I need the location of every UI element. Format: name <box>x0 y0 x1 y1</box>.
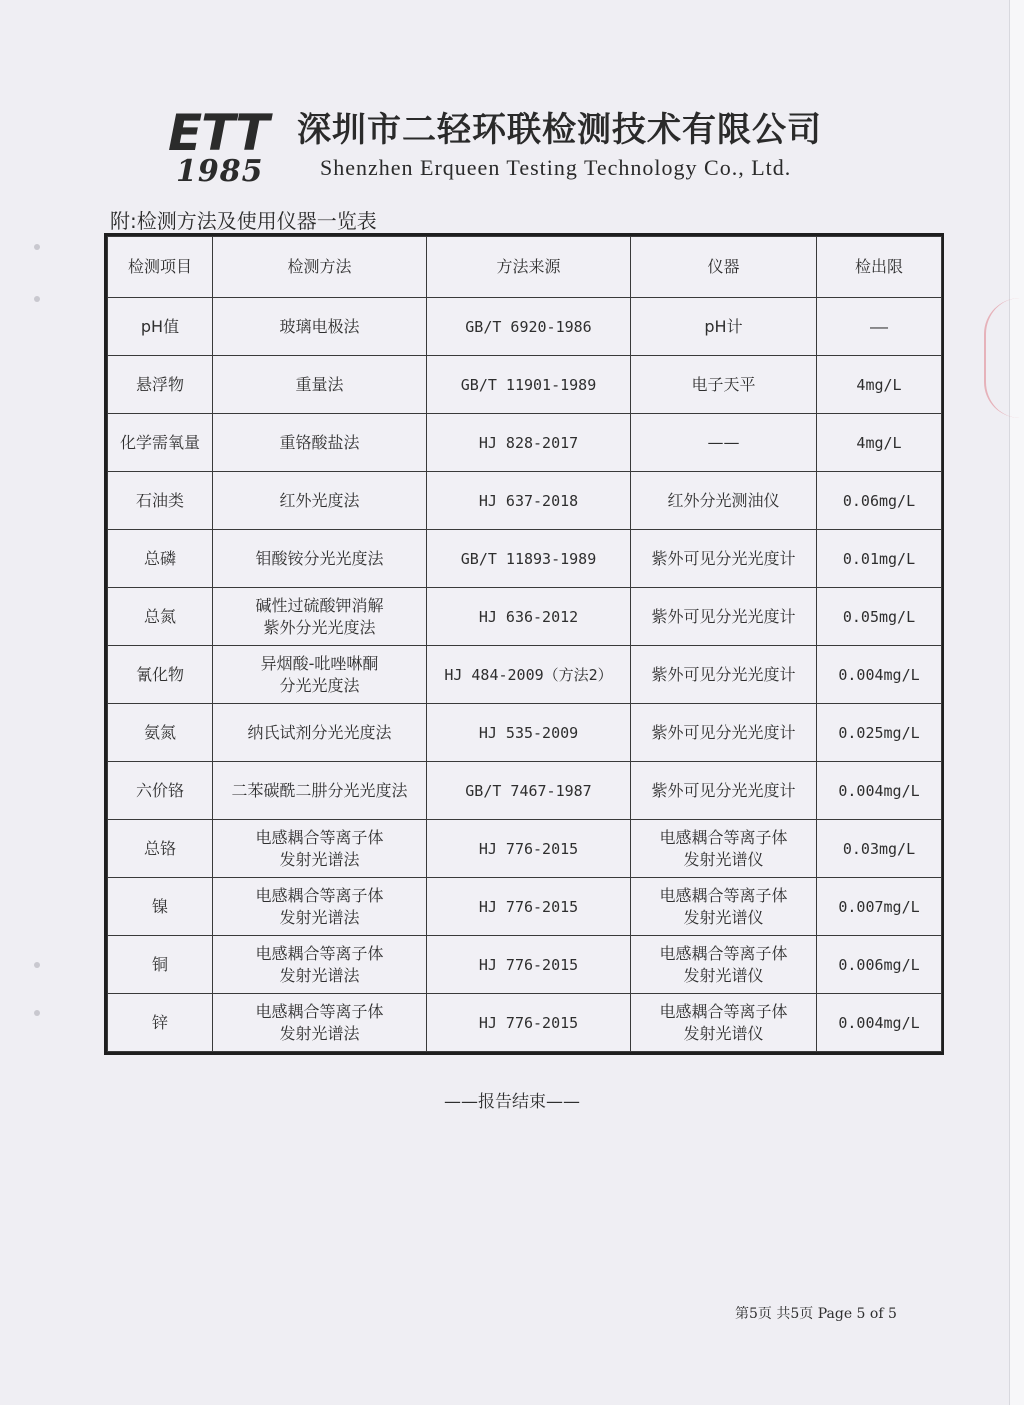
cell-instrument-line: 紫外可见分光光度计 <box>651 722 796 742</box>
cell-instrument <box>631 530 817 588</box>
cell-detection-limit: 0.007mg/L <box>817 878 942 936</box>
cell-test-method-line: 电感耦合等离子体 <box>255 827 384 847</box>
header-method-source: 方法来源 <box>427 237 631 298</box>
cell-method-source: GB/T 11901-1989 <box>427 356 631 414</box>
report-end-text: ——报告结束—— <box>444 1092 580 1112</box>
cell-instrument <box>631 472 817 530</box>
table-row <box>108 994 942 1052</box>
table-row <box>108 936 942 994</box>
cell-detection-limit: 0.03mg/L <box>817 820 942 878</box>
cell-test-method-line: 重铬酸盐法 <box>279 432 360 452</box>
cell-test-method-line: 二苯碳酰二肼分光光度法 <box>231 780 408 800</box>
cell-test-method-line: 发射光谱法 <box>279 849 360 869</box>
cell-test-item: 总铬 <box>108 820 213 878</box>
logo-year: 1985 <box>176 154 264 189</box>
company-name-chinese: 深圳市二轻环联检测技术有限公司 <box>297 110 822 150</box>
table-row <box>108 820 942 878</box>
cell-instrument-line: 紫外可见分光光度计 <box>651 606 796 626</box>
cell-instrument <box>631 298 817 356</box>
cell-test-method-line: 发射光谱法 <box>279 965 360 985</box>
cell-test-method <box>213 994 427 1052</box>
cell-method-source: HJ 776-2015 <box>427 936 631 994</box>
punch-hole-mark <box>34 296 40 302</box>
cell-instrument <box>631 704 817 762</box>
header-test-item: 检测项目 <box>108 237 213 298</box>
cell-test-method <box>213 646 427 704</box>
cell-method-source: GB/T 6920-1986 <box>427 298 631 356</box>
cell-test-method-line: 电感耦合等离子体 <box>255 1001 384 1021</box>
cell-instrument <box>631 588 817 646</box>
cell-detection-limit: 0.06mg/L <box>817 472 942 530</box>
seal-stamp-fragment <box>984 298 1020 418</box>
cell-test-item: 锌 <box>108 994 213 1052</box>
punch-hole-mark <box>34 962 40 968</box>
header-detection-limit: 检出限 <box>817 237 942 298</box>
cell-instrument-line: 红外分光测油仪 <box>667 490 780 510</box>
cell-instrument-line: 发射光谱仪 <box>683 907 764 927</box>
cell-instrument-line: 电感耦合等离子体 <box>659 1001 788 1021</box>
cell-detection-limit: 0.05mg/L <box>817 588 942 646</box>
cell-detection-limit: 0.01mg/L <box>817 530 942 588</box>
cell-instrument <box>631 878 817 936</box>
cell-instrument-line: —— <box>707 432 740 452</box>
cell-test-item: 铜 <box>108 936 213 994</box>
cell-test-item: 总氮 <box>108 588 213 646</box>
cell-method-source: HJ 484-2009（方法2） <box>427 646 631 704</box>
cell-instrument-line: 紫外可见分光光度计 <box>651 664 796 684</box>
cell-test-item: 悬浮物 <box>108 356 213 414</box>
cell-instrument-line: 电子天平 <box>691 374 756 394</box>
cell-method-source: HJ 636-2012 <box>427 588 631 646</box>
cell-test-method-line: 异烟酸-吡唑啉酮 <box>260 653 379 673</box>
cell-instrument-line: 发射光谱仪 <box>683 849 764 869</box>
cell-test-method-line: 发射光谱法 <box>279 1023 360 1043</box>
cell-test-item: 氨氮 <box>108 704 213 762</box>
table-row <box>108 356 942 414</box>
header-instrument: 仪器 <box>631 237 817 298</box>
cell-method-source: GB/T 7467-1987 <box>427 762 631 820</box>
cell-instrument <box>631 356 817 414</box>
cell-detection-limit: 0.025mg/L <box>817 704 942 762</box>
cell-test-method-line: 分光光度法 <box>279 675 360 695</box>
cell-test-method-line: 钼酸铵分光光度法 <box>255 548 384 568</box>
cell-test-method <box>213 704 427 762</box>
cell-instrument <box>631 820 817 878</box>
cell-test-item: 总磷 <box>108 530 213 588</box>
table-header-row <box>108 237 942 298</box>
cell-test-method <box>213 762 427 820</box>
cell-instrument-line: 发射光谱仪 <box>683 965 764 985</box>
methods-table <box>107 236 942 1052</box>
cell-test-method <box>213 356 427 414</box>
cell-test-method-line: 红外光度法 <box>279 490 360 510</box>
cell-method-source: HJ 535-2009 <box>427 704 631 762</box>
cell-instrument-line: 紫外可见分光光度计 <box>651 780 796 800</box>
table-body <box>108 298 942 1052</box>
table-row <box>108 646 942 704</box>
cell-test-method-line: 纳氏试剂分光光度法 <box>247 722 392 742</box>
cell-detection-limit: —— <box>817 298 942 356</box>
table-row <box>108 472 942 530</box>
cell-test-item: 化学需氧量 <box>108 414 213 472</box>
cell-test-method <box>213 878 427 936</box>
cell-test-method-line: 重量法 <box>295 374 344 394</box>
company-name-english: Shenzhen Erqueen Testing Technology Co., Ltd. <box>320 155 792 180</box>
cell-instrument-line: 电感耦合等离子体 <box>659 943 788 963</box>
cell-method-source: GB/T 11893-1989 <box>427 530 631 588</box>
cell-detection-limit: 0.004mg/L <box>817 762 942 820</box>
table-row <box>108 878 942 936</box>
cell-test-method-line: 玻璃电极法 <box>279 316 360 336</box>
cell-test-item: 六价铬 <box>108 762 213 820</box>
cell-instrument <box>631 414 817 472</box>
cell-detection-limit: 0.004mg/L <box>817 646 942 704</box>
cell-test-method <box>213 936 427 994</box>
cell-test-method-line: 电感耦合等离子体 <box>255 943 384 963</box>
cell-test-method <box>213 820 427 878</box>
cell-detection-limit: 4mg/L <box>817 356 942 414</box>
cell-instrument <box>631 994 817 1052</box>
table-row <box>108 704 942 762</box>
cell-test-item: 石油类 <box>108 472 213 530</box>
cell-test-method-line: 碱性过硫酸钾消解 <box>255 595 384 615</box>
cell-instrument-line: 发射光谱仪 <box>683 1023 764 1043</box>
cell-method-source: HJ 776-2015 <box>427 878 631 936</box>
table-row <box>108 762 942 820</box>
cell-method-source: HJ 776-2015 <box>427 820 631 878</box>
cell-test-method-line: 发射光谱法 <box>279 907 360 927</box>
cell-method-source: HJ 776-2015 <box>427 994 631 1052</box>
page-number: 第5页 共5页 Page 5 of 5 <box>735 1306 897 1322</box>
cell-instrument-line: 电感耦合等离子体 <box>659 885 788 905</box>
cell-instrument-line: 电感耦合等离子体 <box>659 827 788 847</box>
cell-test-method <box>213 298 427 356</box>
cell-method-source: HJ 828-2017 <box>427 414 631 472</box>
cell-test-method <box>213 530 427 588</box>
appendix-title: 附:检测方法及使用仪器一览表 <box>110 209 377 233</box>
table-row <box>108 414 942 472</box>
logo-text: ETT <box>168 104 269 162</box>
cell-test-method <box>213 588 427 646</box>
cell-instrument <box>631 936 817 994</box>
cell-instrument-line: 紫外可见分光光度计 <box>651 548 796 568</box>
company-logo <box>168 104 286 189</box>
page-edge <box>1009 0 1024 1405</box>
cell-instrument <box>631 762 817 820</box>
cell-test-method-line: 紫外分光光度法 <box>263 617 376 637</box>
table-row <box>108 298 942 356</box>
cell-test-method <box>213 472 427 530</box>
header-test-method: 检测方法 <box>213 237 427 298</box>
cell-test-item: 镍 <box>108 878 213 936</box>
cell-instrument-line: pH计 <box>704 316 743 336</box>
punch-hole-mark <box>34 244 40 250</box>
cell-instrument <box>631 646 817 704</box>
table-row <box>108 588 942 646</box>
cell-method-source: HJ 637-2018 <box>427 472 631 530</box>
table-row <box>108 530 942 588</box>
cell-detection-limit: 0.004mg/L <box>817 994 942 1052</box>
cell-detection-limit: 4mg/L <box>817 414 942 472</box>
methods-table-container <box>104 233 944 1055</box>
cell-test-item: pH值 <box>108 298 213 356</box>
cell-test-item: 氰化物 <box>108 646 213 704</box>
cell-detection-limit: 0.006mg/L <box>817 936 942 994</box>
cell-test-method <box>213 414 427 472</box>
punch-hole-mark <box>34 1010 40 1016</box>
cell-test-method-line: 电感耦合等离子体 <box>255 885 384 905</box>
